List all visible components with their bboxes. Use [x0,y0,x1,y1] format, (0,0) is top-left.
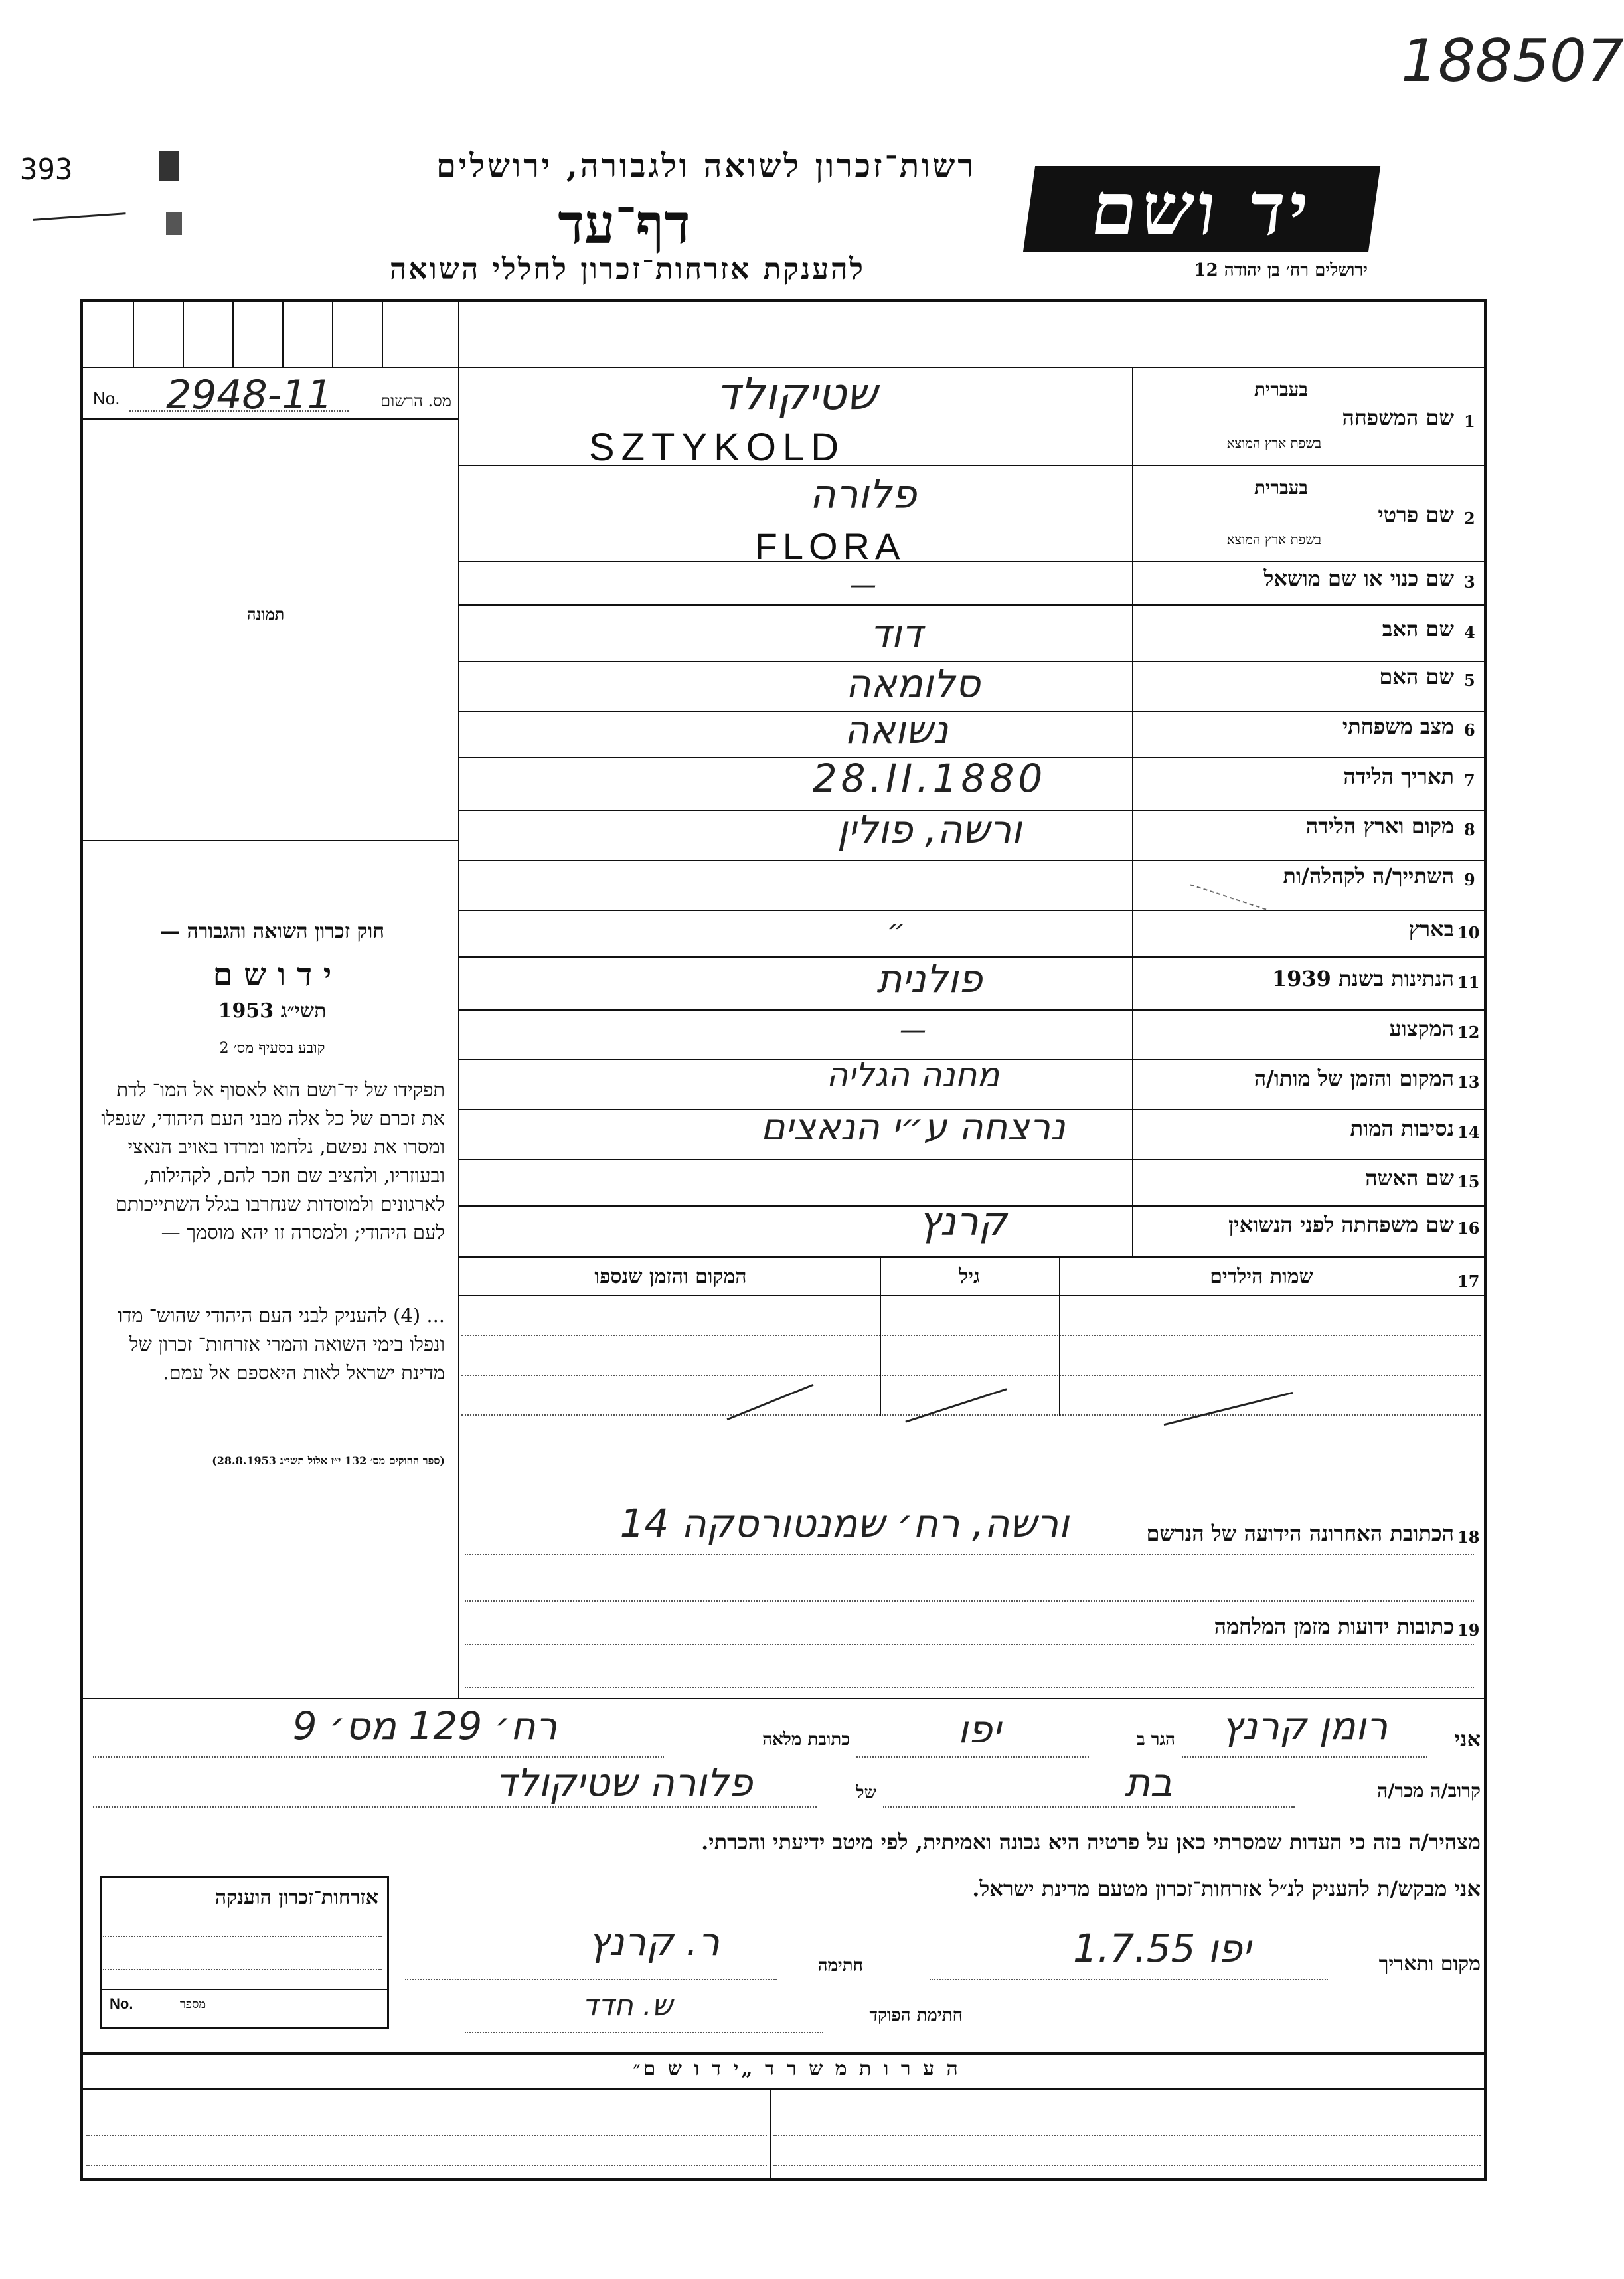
field-15-label: שם האשה [1365,1165,1454,1191]
field-11-value: פולנית [876,956,983,1001]
field-18-number: 18 [1457,1527,1480,1547]
declarant-of-name: פלורה שטיקולד [495,1760,753,1805]
field-1-value-hebrew: שטיקולד [716,369,878,420]
field-14-number: 14 [1457,1122,1480,1141]
officer-signature: ש. חדד [582,1989,673,2023]
declarant-relation: בת [1125,1760,1173,1805]
field-10-label: בארץ [1408,916,1454,942]
declarant-address: רח׳ 129 מס׳ 9 [292,1703,558,1748]
field-1-sub-top: בעברית [1254,379,1308,400]
scan-mark [159,151,179,181]
field-16-number: 16 [1457,1219,1480,1238]
declarant-city: יפו [957,1707,1001,1752]
form-title: דף־עד [558,193,690,256]
field-19-label: כתובות ידועות מזמן המלחמה [1214,1614,1454,1639]
field-12-number: 12 [1457,1023,1480,1042]
field-1-sub-bottom: בשפת ארץ המוצא [1226,435,1321,451]
field-14-label: נסיבות המות [1350,1116,1454,1141]
declarant-address-label: כתובת מלאה [762,1730,850,1750]
field-17-number: 17 [1457,1272,1480,1291]
field-13-label: המקום והזמן של מותו/ה [1254,1066,1454,1091]
field-5-number: 5 [1464,671,1475,690]
field-13-value: מחנה הגליה [826,1056,1000,1094]
registration-label: מס. הרשום [380,392,451,410]
field-13-number: 13 [1457,1072,1480,1092]
field-12-value: — [900,1015,926,1045]
children-col-place: המקום והזמן שנספו [594,1265,747,1288]
registration-number: 2948-11 [166,372,333,418]
declarant-i-label: אני [1454,1727,1481,1752]
logo-address: ירושלים רח׳ בן יהודה 12 [1194,260,1368,280]
scribble-mark [33,212,127,228]
stamp-number-label: מספר [179,1997,206,2011]
law-paragraph-2: ... (4) להעניק לבני העם היהודי שהוש־ מדו ונפלו בימי השואה והמרי אזרחות־ זכרון של מדינת ישראל לאות היאספם אל עמם. [117,1304,445,1384]
field-4-value: דוד [870,611,923,656]
page-marker: 393 [20,153,73,187]
officer-signature-label: חתימת הפוקד [869,2005,963,2025]
authority-name: רשות־זכרון לשואה ולגבורה, ירושלים [226,147,976,187]
registration-no-label: No. [93,388,120,408]
field-6-number: 6 [1464,720,1475,740]
field-4-number: 4 [1464,623,1475,642]
scan-mark [166,212,182,235]
children-col-names: שמות הילדים [1210,1265,1313,1288]
field-1-label: שם המשפחה [1342,405,1454,430]
declarant-lives-label: הגר ב [1137,1730,1175,1750]
declarant-relative-label: קרוב/ה מכר/ה [1377,1780,1481,1802]
place-date-value: יפו 1.7.55 [1073,1926,1251,1971]
field-12-label: המקצוע [1389,1016,1454,1041]
field-10-number: 10 [1457,923,1480,942]
form-subtitle: להענקת אזרחות־זכרון לחללי השואה [389,252,865,286]
field-7-label: תאריך הלידה [1343,764,1454,789]
field-2-sub-bottom: בשפת ארץ המוצא [1226,531,1321,547]
field-16-label: שם משפחתה לפני הנשואין [1228,1212,1454,1237]
signature-label: חתימה [817,1956,863,1976]
field-15-number: 15 [1457,1172,1480,1191]
signature-value: ר. קרנץ [588,1919,720,1964]
photo-label: תמונה [246,604,285,624]
field-16-value: קרנץ [918,1199,1007,1245]
field-18-value: ורשה, רח׳ שמנטורסקה 14 [619,1501,1069,1546]
declarant-name: רומן קרנץ [1221,1703,1388,1748]
tick-boxes [83,302,458,367]
law-clause: קובע בסעיף מס׳ 2 [219,1040,325,1056]
law-paragraph-1: תפקידו של יד־ושם הוא לאסוף אל המו־ לדת את זכרם של כל אלה מבני העם היהודי, שנפלו ומסרו את נפשם, נלחמו ומרדו באויב הנאצי ובעוזריו, ולהציב שם וזכר להם, לקהילות, לארגונים ולמוסדות שנחרבו בגלל השתייכותם לעם היהודי; ולמסרה זו יהא מוסמך — [101,1078,445,1244]
field-3-value: — [850,570,876,600]
law-name: י ד ו ש ם [212,956,332,993]
field-2-value-hebrew: פלורה [809,471,917,518]
field-7-value: 28.II.1880 [812,756,1047,801]
law-title: חוק זכרון השואה והגבורה — [160,920,384,943]
stamp-no-label: No. [110,1995,133,2012]
field-19-number: 19 [1457,1620,1480,1640]
yad-vashem-logo: יד ושם [1023,166,1380,252]
field-2-value-latin: FLORA [754,525,906,567]
field-8-number: 8 [1464,820,1475,839]
field-5-value: סלומאה [845,661,981,706]
stamp-title: אזרחות־זכרון הוענקה [214,1886,378,1909]
archive-number: 188507 [1401,27,1624,95]
field-2-number: 2 [1464,509,1475,528]
field-11-label: הנתינות בשנת 1939 [1271,966,1454,991]
field-7-number: 7 [1464,770,1475,790]
field-10-value: ״ [886,913,906,947]
field-18-label: הכתובת האחרונה הידועה של הנרשם [1146,1521,1454,1546]
field-9-label: השתייך/ה לקהלה/ות [1283,863,1454,888]
field-9-number: 9 [1464,870,1475,889]
field-4-label: שם האב [1382,616,1454,641]
place-date-label: מקום ותאריך [1378,1952,1481,1976]
field-2-label: שם פרטי [1378,502,1454,527]
field-1-number: 1 [1464,412,1475,431]
request-text: אני מבקש/ת להעניק לנ״ל אזרחות־זכרון מטעם מדינת ישראל. [972,1876,1481,1901]
field-3-label: שם כנוי או שם מושאל [1263,566,1454,591]
law-source: (ספר החוקים מס׳ 132 י״ז אלול תשי״ג 28.8.1953) [212,1454,445,1467]
children-col-age: גיל [959,1265,980,1288]
field-5-label: שם האם [1379,664,1454,689]
declarant-of-label: של [856,1783,876,1803]
field-6-label: מצב משפחתי [1342,714,1454,739]
notes-title: ה ע ר ו ת מ ש ר ד „י ד ו ש ם״ [633,2057,961,2080]
field-8-label: מקום וארץ הלידה [1305,813,1454,839]
field-14-value: נרצחה ע״י הנאצים [760,1106,1066,1149]
field-2-sub-top: בעברית [1254,477,1308,499]
declaration-text: מצהיר/ה בזה כי העדות שמסרתי כאן על פרטיה היא נכונה ואמיתית, לפי מיטב ידיעתי והכרתי. [701,1829,1481,1855]
field-3-number: 3 [1464,572,1475,592]
field-6-value: נשואה [844,707,949,752]
field-8-value: ורשה, פולין [837,807,1022,852]
law-year: תשי״ג 1953 [218,999,327,1023]
field-11-number: 11 [1457,973,1480,992]
field-1-value-latin: SZTYKOLD [588,426,846,469]
